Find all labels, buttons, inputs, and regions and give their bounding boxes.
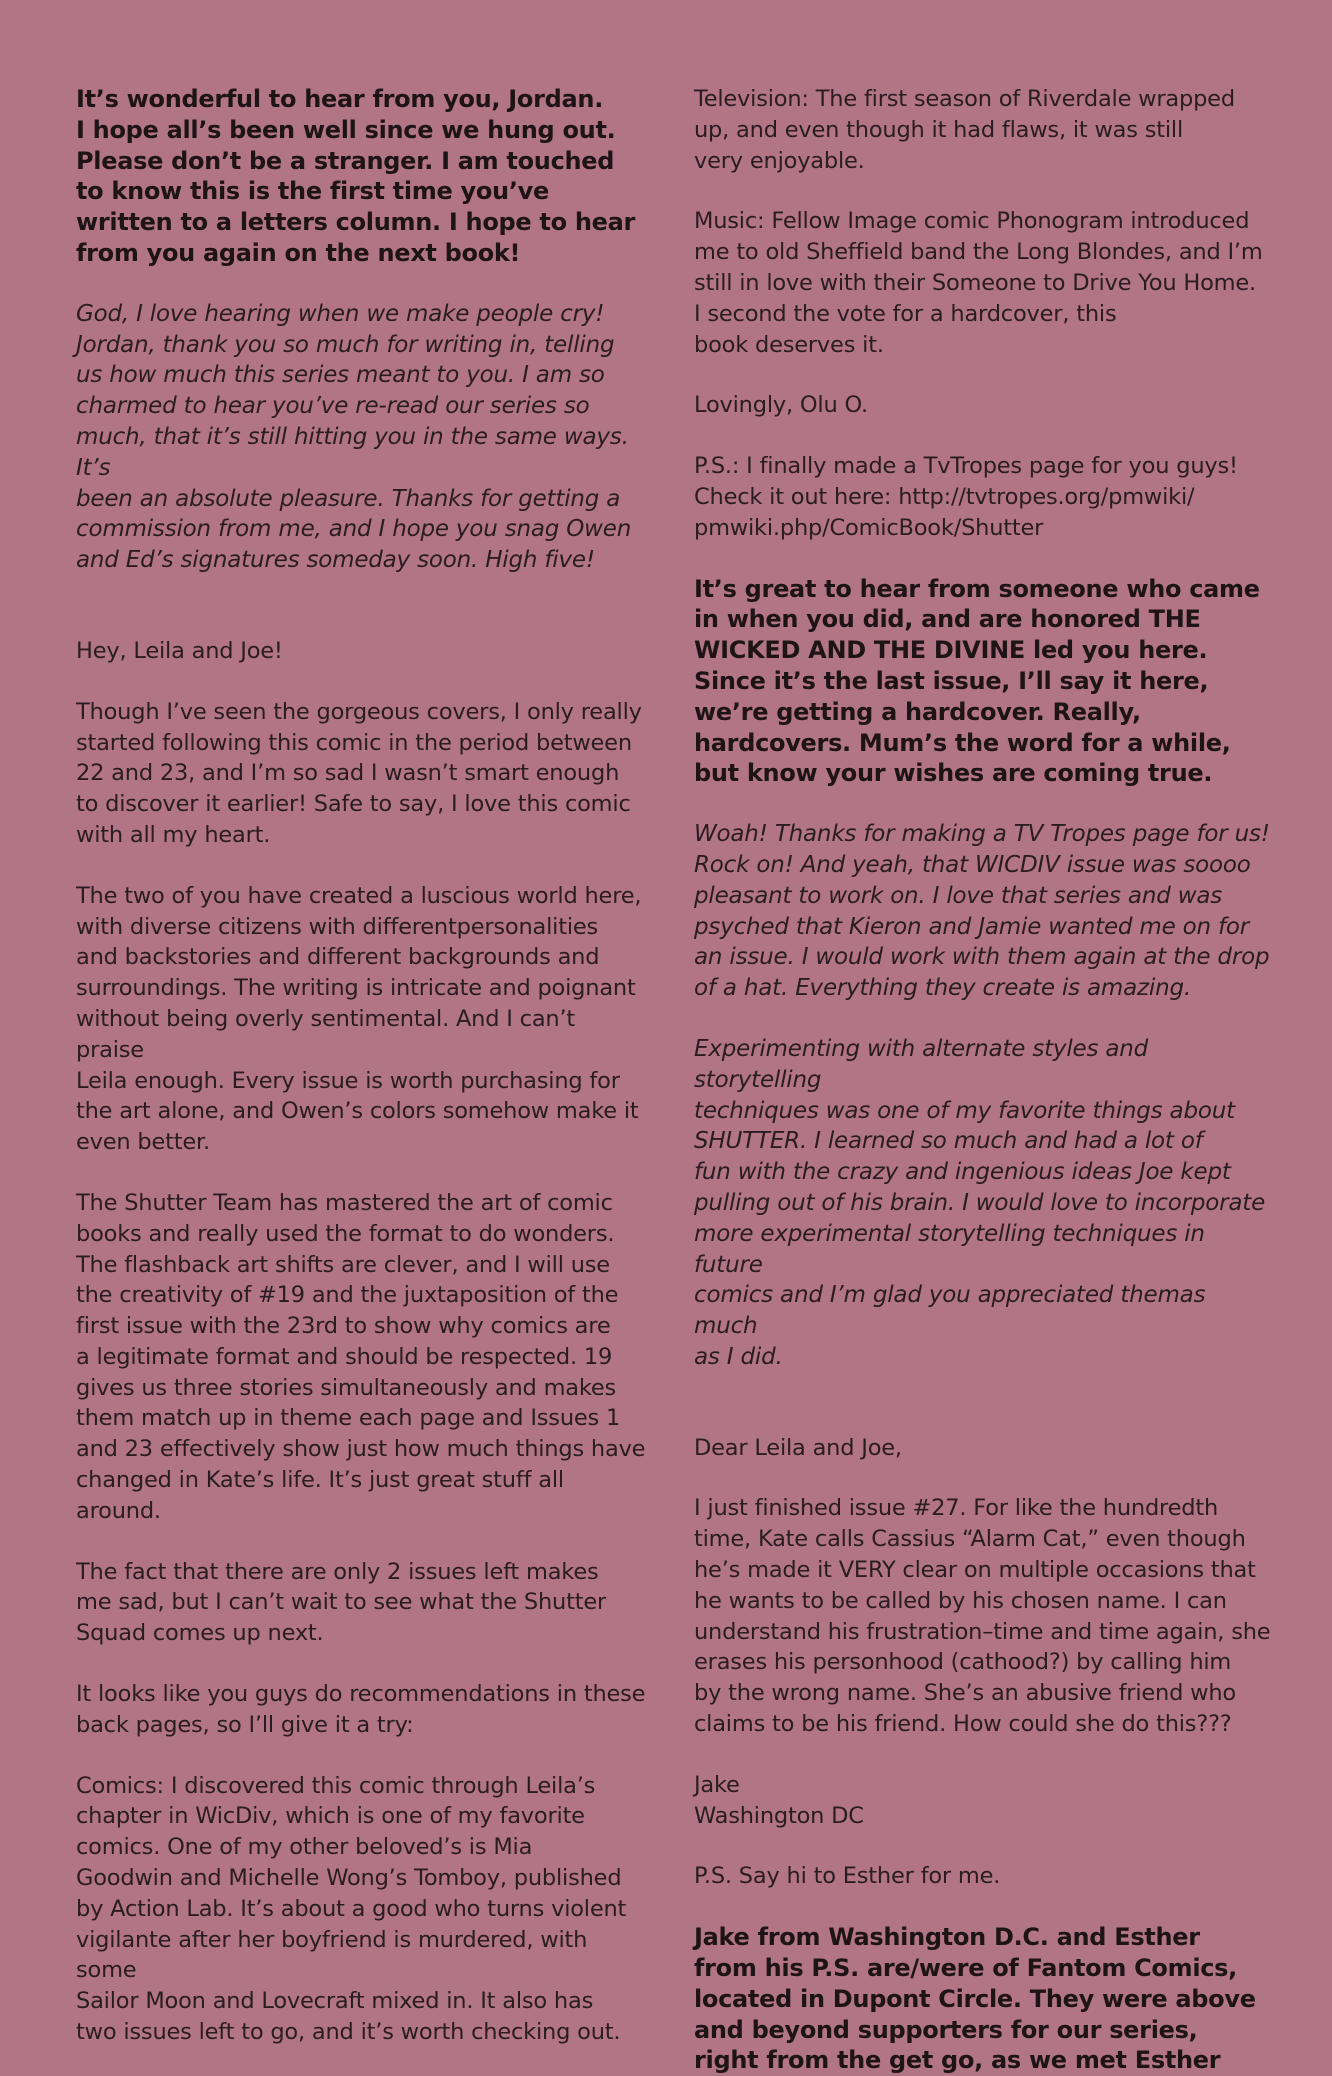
letter-paragraph: Comics: I discovered this comic through Leila’s chapter in WicDiv, which is one of my favorite comics. One of my other beloved’s is Mia Goodwin and Michelle Wong’s Tomboy, published by Action Lab. It’s about a good who turns violent vigilante after her boyfriend is murdered, with some Sailor Moon and Lovecraft mixed in. It also has two issues left to go, and it’s worth checking out.	[76, 1772, 627, 2046]
artist-reply-olu: Experimenting with alternate styles and storytelling techniques was one of my favorite things about SHUTTER. I learned so much and had a lot of fun with the crazy and ingenious ideas Joe kept pulling out of his brain. I would love to incorporate more experimental storytelling techniques in future comics and I’m glad you appreciated themas much as I did.	[694, 1035, 1266, 1370]
letter-paragraph: The two of you have created a luscious world here, with diverse citizens with differentpersonalities and backstories and different backgrounds and surroundings. The writing is intricate and poignant without being overly sentimental. And I can’t praise Leila enough. Every issue is worth purchasing for the art alone, and Owen’s colors somehow make it even better.	[76, 882, 642, 1156]
letter-greeting: Hey, Leila and Joe!	[76, 637, 283, 664]
letter-signoff: Lovingly, Olu O.	[694, 392, 869, 419]
editor-reply-jordan: It’s wonderful to hear from you, Jordan. I hope all’s been well since we hung out. Please don’t be a stranger. I am touched to know this is the first time you’ve written to a letters column. I hope to hear from you again on the next book!	[76, 85, 636, 267]
letter-paragraph: Though I’ve seen the gorgeous covers, I only really started following this comic in the period between 22 and 23, and I’m so sad I wasn’t smart enough to discover it earlier! Safe to say, I love this comic with all my heart.	[76, 698, 642, 848]
letter-postscript: P.S.: I finally made a TvTropes page for you guys! Check it out here: http://tvtropes.org/pmwiki/ pmwiki.php/ComicBook/Shutter	[694, 453, 1238, 541]
letter-paragraph: I just finished issue #27. For like the hundredth time, Kate calls Cassius “Alarm Cat,” even though he’s made it VERY clear on multiple occasions that he wants to be called by his chosen name. I can understand his frustration–time and time again, she erases his personhood (cathood?) by calling him by the wrong name. She’s an abusive friend who claims to be his friend. How could she do this???	[694, 1495, 1271, 1738]
artist-reply-jordan: God, I love hearing when we make people cry! Jordan, thank you so much for writing in, telling us how much this series meant to you. I am so charmed to hear you’ve re-read our series so much, that it’s still hitting you in the same ways. It’s been an absolute pleasure. Thanks for getting a commission from me, and I hope you snag Owen and Ed’s signatures someday soon. High five!	[76, 300, 632, 574]
letter-paragraph: Television: The first season of Riverdale wrapped up, and even though it had flaws, it was still very enjoyable.	[694, 86, 1235, 174]
letter-paragraph: Music: Fellow Image comic Phonogram introduced me to old Sheffield band the Long Blondes, and I’m still in love with their Someone to Drive You Home. I second the vote for a hardcover, this book deserves it.	[694, 208, 1263, 358]
letter-paragraph: The Shutter Team has mastered the art of comic books and really used the format to do wonders. The flashback art shifts are clever, and I will use the creativity of #19 and the juxtaposition of the first issue with the 23rd to show why comics are a legitimate format and should be respected. 19 gives us three stories simultaneously and makes them match up in theme each page and Issues 1 and 23 effectively show just how much things have changed in Kate’s life. It’s just great stuff all around.	[76, 1189, 646, 1524]
letter-signature: Jake Washington DC	[694, 1771, 864, 1829]
editor-reply-jake: Jake from Washington D.C. and Esther from his P.S. are/were of Fantom Comics, located in Dupont Circle. They were above and beyond supporters for our series, right from the get go, as we met Esther	[694, 1923, 1256, 2075]
letter-greeting: Dear Leila and Joe,	[694, 1434, 902, 1461]
artist-reply-olu: Woah! Thanks for making a TV Tropes page for us! Rock on! And yeah, that WICDIV issue was soooo pleasant to work on. I love that series and was psyched that Kieron and Jamie wanted me on for an issue. I would work with them again at the drop of a hat. Everything they create is amazing.	[694, 821, 1270, 1002]
editor-reply-olu: It’s great to hear from someone who came in when you did, and are honored THE WICKED AND THE DIVINE led you here. Since it’s the last issue, I’ll say it here, we’re getting a hardcover. Really, hardcovers. Mum’s the word for a while, but know your wishes are coming true.	[694, 574, 1260, 788]
right-column	[694, 84, 1274, 2076]
letter-paragraph: It looks like you guys do recommendations in these back pages, so I’ll give it a try:	[76, 1681, 646, 1738]
left-column	[76, 84, 646, 2048]
letter-paragraph: The fact that there are only 2 issues left makes me sad, but I can’t wait to see what the Shutter Squad comes up next.	[76, 1558, 607, 1647]
letter-postscript: P.S. Say hi to Esther for me.	[694, 1863, 1001, 1890]
